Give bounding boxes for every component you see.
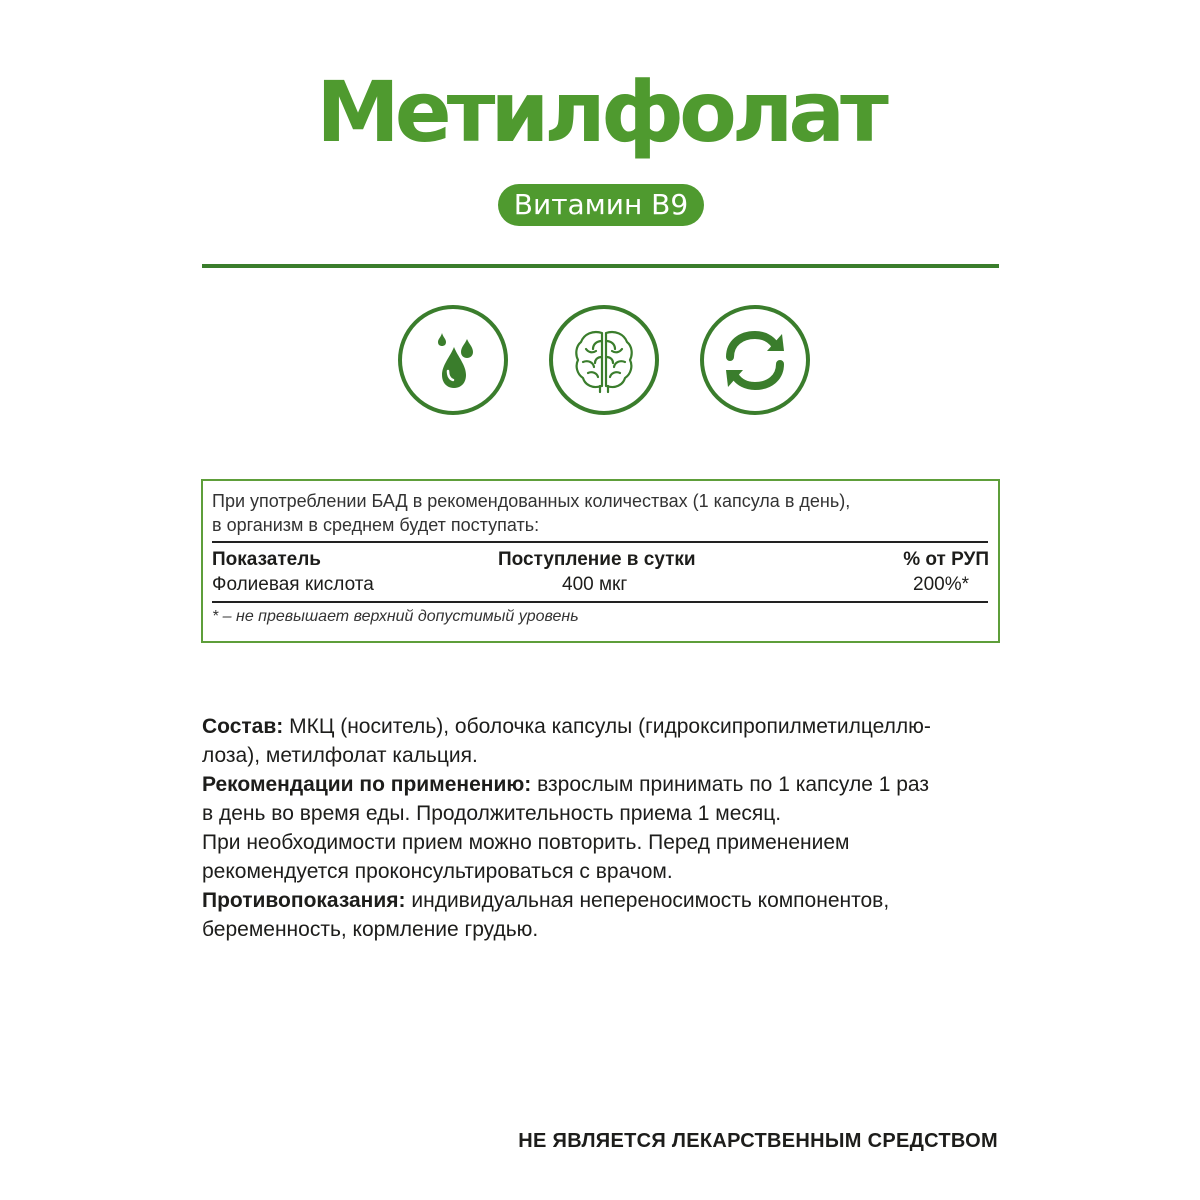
disclaimer: НЕ ЯВЛЯЕТСЯ ЛЕКАРСТВЕННЫМ СРЕДСТВОМ [518,1130,998,1152]
header-indicator: Показатель [212,549,321,570]
table-rule [212,541,988,543]
product-title: Метилфолат [316,63,884,161]
composition-label: Состав: [202,715,284,738]
nutrition-table [201,479,1000,643]
header-percent: % от РУП [903,549,989,570]
product-description [202,712,1002,944]
drops-icon [398,305,508,415]
divider [202,264,999,268]
header-daily-intake: Поступление в сутки [498,549,696,570]
row-nutrient: Фолиевая кислота [212,574,374,595]
usage-text: взрослым принимать по 1 капсуле 1 раз [531,773,929,796]
footnote: * – не превышает верхний допустимый уровень [212,608,579,625]
usage-label: Рекомендации по применению: [202,773,532,796]
usage-paragraph: рекомендуется проконсультироваться с врачом. [202,860,673,883]
contraindications-paragraph: беременность, кормление грудью. [202,918,539,941]
composition-paragraph [202,712,1002,741]
usage-paragraph [202,770,1002,799]
usage-paragraph: При необходимости прием можно повторить. Перед применением [202,831,850,854]
intro-line: в организм в среднем будет поступать: [212,515,540,535]
table-rule [212,601,988,603]
row-percent: 200%* [913,574,969,595]
contraindications-text: индивидуальная непереносимость компонентов, [405,889,890,912]
contraindications-paragraph [202,886,1002,915]
vitamin-badge: Витамин B9 [498,184,704,226]
nutrition-intro [212,489,850,537]
cycle-arrows-icon [700,305,810,415]
composition-paragraph: лоза), метилфолат кальция. [202,744,478,767]
usage-paragraph: в день во время еды. Продолжительность приема 1 месяц. [202,802,782,825]
composition-text: МКЦ (носитель), оболочка капсулы (гидроксипропилметилцеллю- [283,715,931,738]
contraindications-label: Противопоказания: [202,889,406,912]
brain-icon [549,305,659,415]
row-amount: 400 мкг [562,574,628,595]
intro-line: При употреблении БАД в рекомендованных количествах (1 капсула в день), [212,491,851,511]
